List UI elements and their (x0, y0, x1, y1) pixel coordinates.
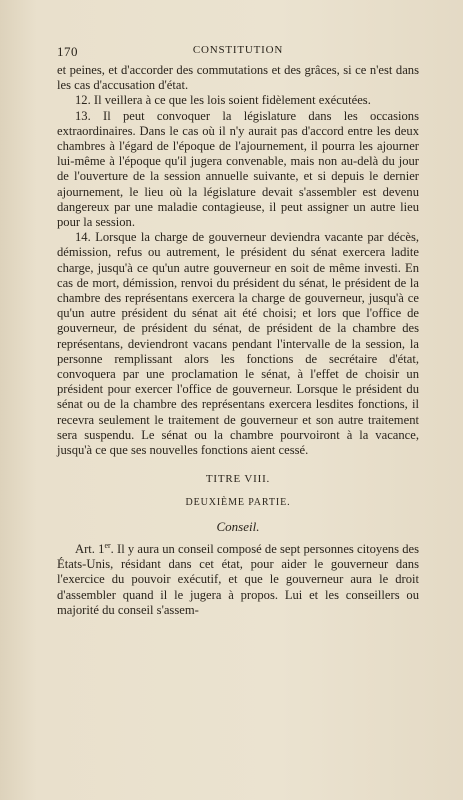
article-1 (57, 542, 419, 618)
part-heading: DEUXIÈME PARTIE. (185, 497, 291, 509)
running-head (57, 44, 419, 60)
title-heading: TITRE VIII. (205, 473, 271, 486)
article-superscript: er (104, 540, 111, 550)
paragraph-continuation: et peines, et d'accorder des commutations et des grâces, si ce n'est dans les cas d'accusation d'état. (57, 63, 419, 93)
paragraph-13: 13. Il peut convoquer la législature dans les occasions extraordinaires. Dans le cas où il n'y aurait pas d'accord entre les deux chambres à l'égard de l'époque de l'ajournement, il pourra les ajourner lui-même à l'époque qu'il jugera convenable, mais non au-delà du jour de l'ouverture de la session annuelle suivante, et si depuis le dernier ajournement, le lieu où la législature devait s'assembler est devenu dangereux par une maladie contagieuse, il peut assigner un autre lieu pour la session. (57, 108, 419, 230)
running-title: CONSTITUTION (192, 44, 284, 56)
paragraph-12: 12. Il veillera à ce que les lois soient fidèlement exécutées. (75, 93, 371, 108)
article-text: . Il y aura un conseil composé de sept personnes citoyens des États-Unis, résidant dans cet état, pour aider le gouverneur dans l'exercice du pouvoir exécutif, et que le gouverneur aura le droit d'assembler quand il le jugera à propos. Lui et les conseillers ou majorité du conseil s'assem- (57, 541, 419, 617)
section-heading: Conseil. (216, 518, 260, 534)
page-number: 170 (57, 44, 78, 59)
paragraph-14: 14. Lorsque la charge de gouverneur deviendra vacante par décès, démission, refus ou autrement, le président du sénat exercera ladite charge, jusqu'à ce qu'un autre gouverneur en soit de même investi. En cas de mort, démission, renvoi du président du sénat, le président de la chambre des représentans exercera la charge de gouverneur, jusqu'à ce qu'un autre président du sénat ait été choisi; et lors que l'office de gouverneur, de président du sénat, de président de la chambre des représentans, deviendront vacans pendant l'intervalle de la session, la personne remplissant alors les fonctions de secrétaire d'état, convoquera par une proclamation le sénat, à l'effet de choisir un président pour exercer l'office de gouverneur. Lorsque le président du sénat ou de la chambre des représentans exercera lesdites fonctions, il recevra seulement le traitement de gouverneur et son autre traitement sera suspendu. Le sénat ou la chambre pourvoiront à la vacance, jusqu'à ce que ses nouvelles fonctions aient cessé. (57, 230, 419, 458)
article-number: Art. 1 (75, 541, 105, 556)
document-body (57, 63, 419, 618)
